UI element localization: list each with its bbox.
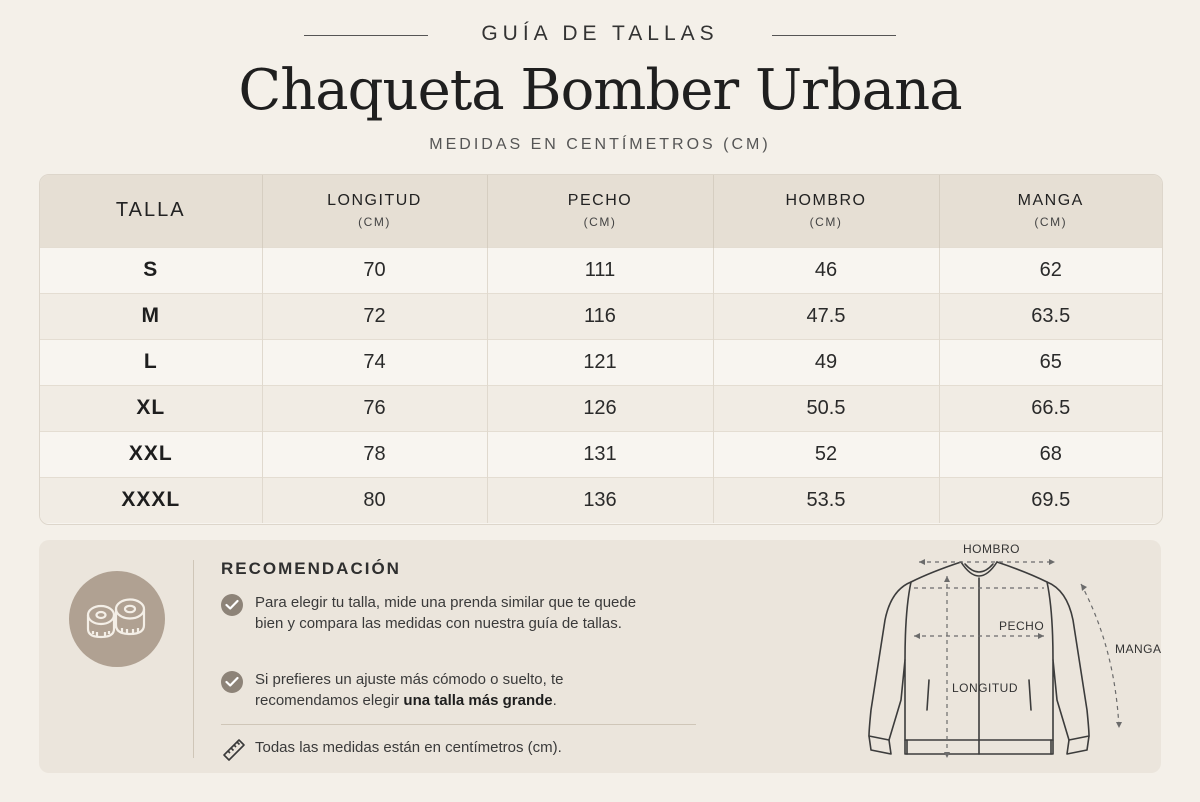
longitud-cell: 74: [262, 339, 487, 385]
table-row: [40, 247, 1162, 293]
pecho-cell: 121: [487, 339, 713, 385]
column-header-hombro: [713, 175, 939, 247]
longitud-cell: 78: [262, 431, 487, 477]
size-cell: XL: [40, 385, 262, 431]
column-header-unit: (CM): [583, 215, 617, 230]
pecho-cell: 116: [487, 293, 713, 339]
tip-text-prefix: Si prefieres un ajuste más cómodo o suelto, te recomendamos elegir: [255, 671, 564, 709]
column-header-label: TALLA: [115, 199, 186, 222]
column-header-unit: (CM): [1034, 215, 1068, 230]
hombro-cell: 53.5: [713, 477, 939, 523]
longitud-cell: 76: [262, 385, 487, 431]
hombro-cell: 49: [713, 339, 939, 385]
size-cell: M: [40, 293, 262, 339]
eyebrow-row: [0, 20, 1200, 50]
column-header-unit: (CM): [809, 215, 843, 230]
table-header-row: [40, 175, 1162, 247]
column-header-manga: [939, 175, 1162, 247]
manga-cell: 68: [939, 431, 1162, 477]
page-subtitle: MEDIDAS EN CENTÍMETROS (CM): [429, 136, 771, 153]
hombro-cell: 52: [713, 431, 939, 477]
table-row: [40, 293, 1162, 339]
diagram-label-manga: MANGA: [1115, 642, 1162, 656]
manga-cell: 69.5: [939, 477, 1162, 523]
size-cell: XXXL: [40, 477, 262, 523]
table-row: [40, 477, 1162, 523]
jacket-illustration: [819, 540, 1161, 773]
size-cell: L: [40, 339, 262, 385]
eyebrow-text: GUÍA DE TALLAS: [481, 22, 719, 45]
table-row: [40, 339, 1162, 385]
pecho-cell: 111: [487, 247, 713, 293]
units-note-text: Todas las medidas están en centímetros (cm).: [255, 739, 562, 756]
eyebrow-line-right: [772, 35, 896, 36]
check-icon: [221, 671, 243, 693]
tip-text: Para elegir tu talla, mide una prenda similar que te quede bien y compara las medidas con nuestra guía de tallas.: [255, 594, 637, 632]
diagram-label-longitud: LONGITUD: [952, 681, 1019, 695]
tip-text-emphasis: una talla más grande: [403, 692, 553, 709]
longitud-cell: 72: [262, 293, 487, 339]
column-header-talla: [40, 175, 262, 247]
column-header-label: MANGA: [1017, 192, 1084, 210]
manga-cell: 63.5: [939, 293, 1162, 339]
ruler-icon: [221, 737, 247, 763]
tip-text: [255, 669, 645, 711]
diagram-label-pecho: PECHO: [999, 619, 1045, 633]
column-header-unit: (CM): [358, 215, 391, 230]
measuring-tape-icon: [69, 571, 165, 667]
check-icon: [221, 594, 243, 616]
column-header-pecho: [487, 175, 713, 247]
size-table: [39, 174, 1163, 525]
pecho-cell: 126: [487, 385, 713, 431]
manga-cell: 65: [939, 339, 1162, 385]
size-cell: XXL: [40, 431, 262, 477]
tips-separator: [221, 724, 696, 725]
tip-text-suffix: .: [552, 692, 557, 709]
jacket-diagram: [819, 540, 1161, 773]
manga-cell: 66.5: [939, 385, 1162, 431]
table-row: [40, 385, 1162, 431]
column-header-longitud: [262, 175, 487, 247]
column-header-label: PECHO: [567, 192, 633, 210]
manga-cell: 62: [939, 247, 1162, 293]
diagram-label-hombro: HOMBRO: [963, 542, 1020, 556]
hombro-cell: 47.5: [713, 293, 939, 339]
recommendation-title: RECOMENDACIÓN: [221, 559, 401, 578]
panel-divider: [193, 560, 194, 758]
table-row: [40, 431, 1162, 477]
column-header-label: HOMBRO: [785, 192, 867, 210]
hombro-cell: 46: [713, 247, 939, 293]
hombro-cell: 50.5: [713, 385, 939, 431]
page-title: Chaqueta Bomber Urbana: [238, 58, 962, 123]
pecho-cell: 136: [487, 477, 713, 523]
recommendation-panel: [39, 540, 1161, 773]
size-cell: S: [40, 247, 262, 293]
column-header-label: LONGITUD: [327, 192, 422, 210]
longitud-cell: 70: [262, 247, 487, 293]
longitud-cell: 80: [262, 477, 487, 523]
pecho-cell: 131: [487, 431, 713, 477]
